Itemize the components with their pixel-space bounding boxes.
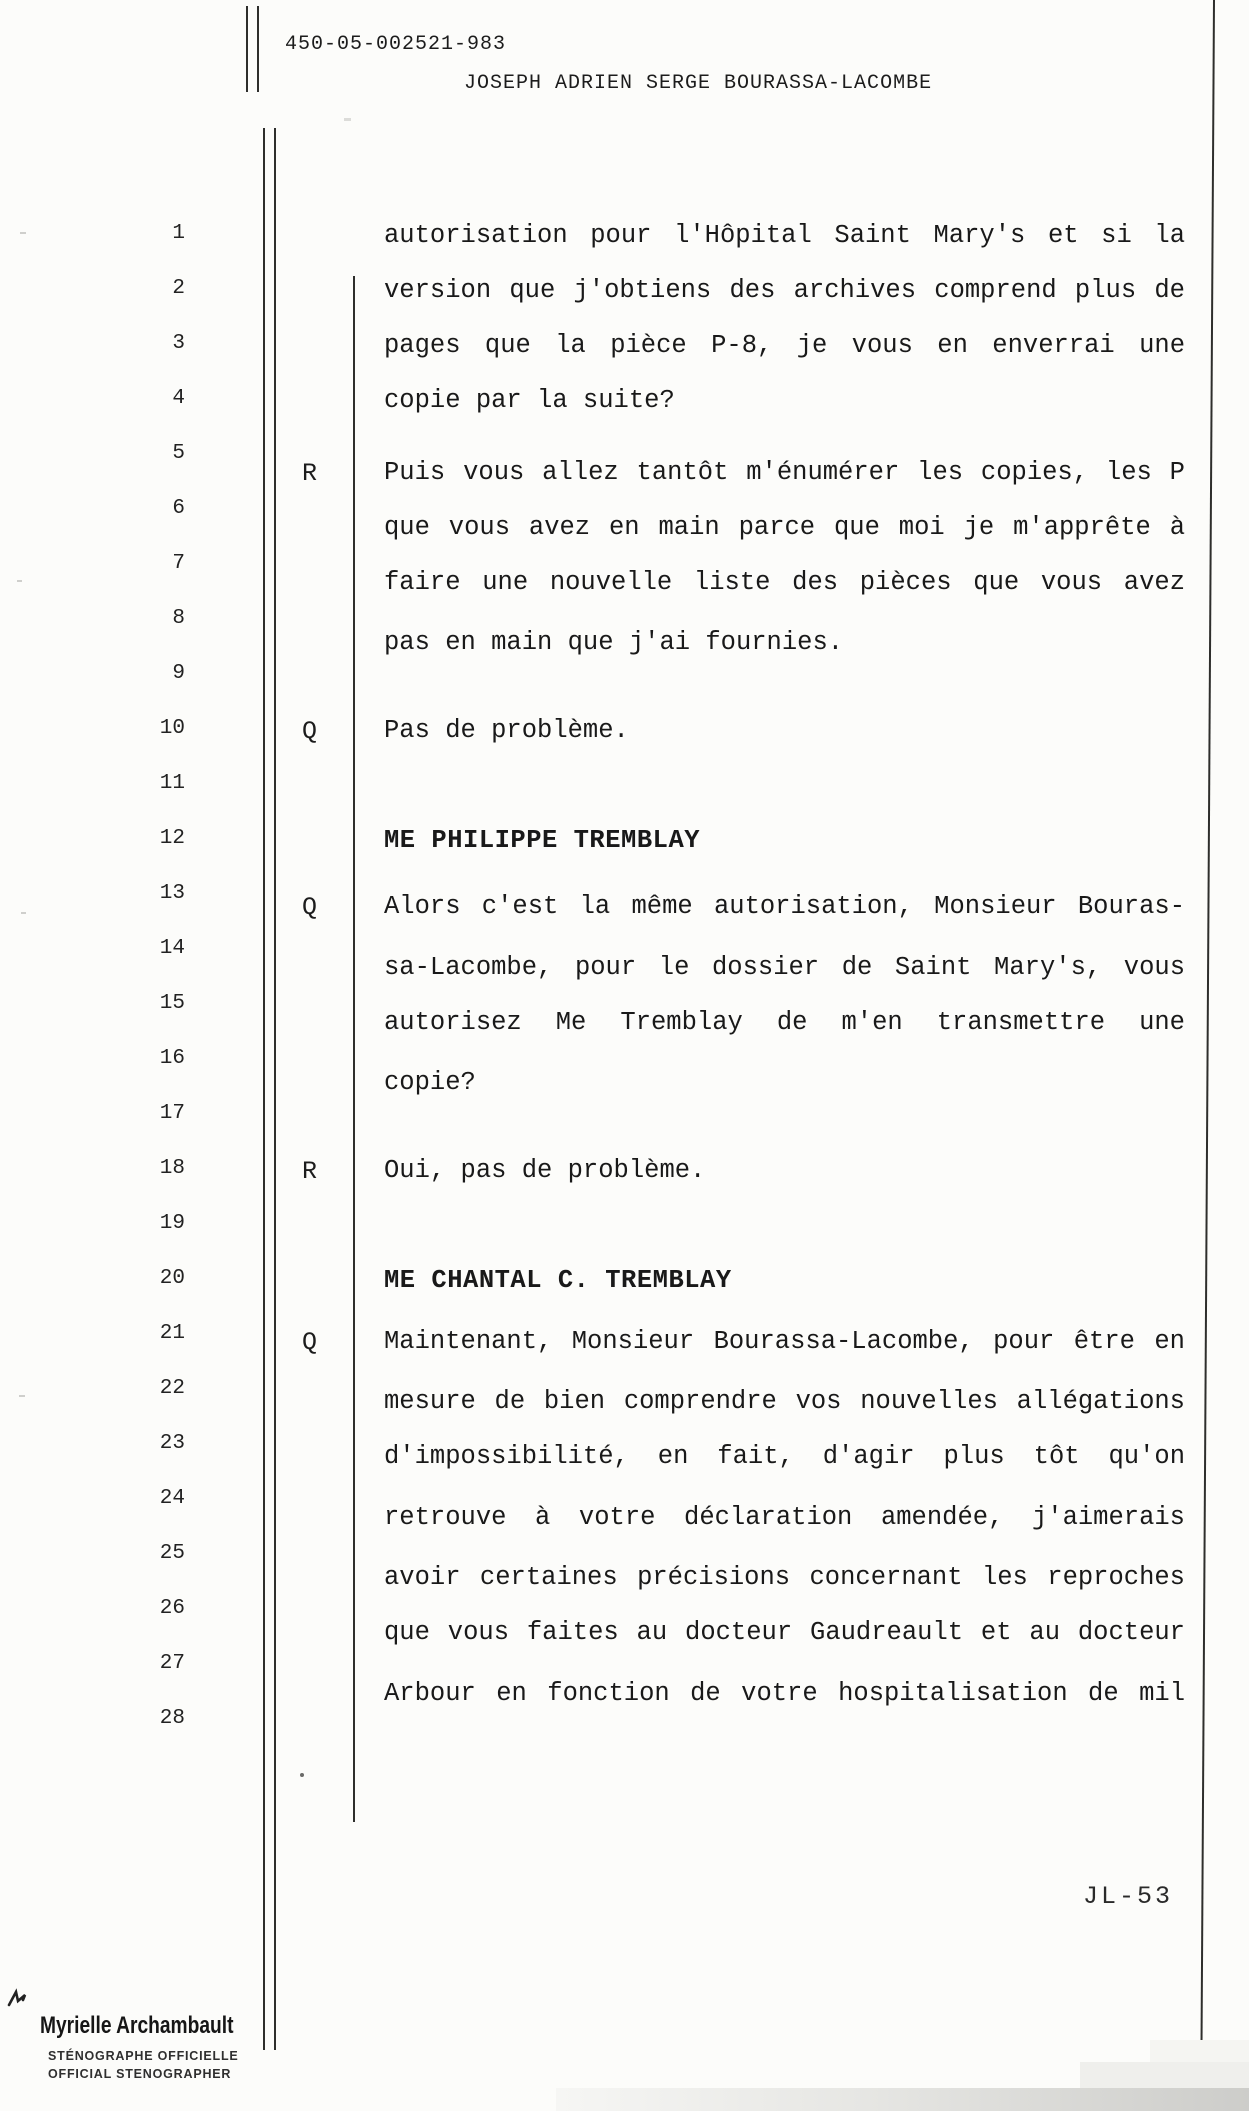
transcript-line: d'impossibilité, en fait, d'agir plus tôt qu'on	[384, 1442, 1185, 1471]
bottom-scan-shadow	[556, 2088, 1249, 2111]
speaker-marker: R	[302, 1157, 318, 1186]
line-number: 16	[159, 1047, 185, 1070]
transcript-line: copie?	[384, 1068, 476, 1097]
line-number: 3	[172, 332, 185, 355]
transcript-line: faire une nouvelle liste des pièces que vous avez	[384, 568, 1185, 597]
line-number: 7	[172, 552, 185, 575]
line-number: 1	[172, 222, 185, 245]
stamp-name: Myrielle Archambault	[40, 2012, 234, 2039]
left-margin-rule-top-1	[246, 6, 248, 92]
speaker-marker: R	[302, 459, 318, 488]
line-number: 19	[159, 1212, 185, 1235]
transcript-line: Maintenant, Monsieur Bourassa-Lacombe, pour être en	[384, 1327, 1185, 1356]
ink-dot-artifact	[300, 1773, 304, 1777]
line-number: 9	[172, 662, 185, 685]
scan-speck	[19, 1395, 25, 1397]
line-number: 17	[159, 1102, 185, 1125]
right-margin-rule	[1200, 0, 1215, 2056]
transcript-line: Alors c'est la même autorisation, Monsieur Bouras-	[384, 892, 1185, 921]
transcript-line: version que j'obtiens des archives comprend plus de	[384, 276, 1185, 305]
scan-speck	[20, 232, 26, 234]
transcript-line: que vous avez en main parce que moi je m'apprête à	[384, 513, 1185, 542]
page-label: JL-53	[1083, 1882, 1174, 1911]
section-heading: ME PHILIPPE TREMBLAY	[384, 826, 701, 855]
transcript-line: Pas de problème.	[384, 716, 629, 745]
stamp-title-fr: STÉNOGRAPHE OFFICIELLE	[48, 2049, 239, 2063]
line-number: 28	[159, 1707, 185, 1730]
line-number: 11	[159, 772, 185, 795]
line-number: 23	[159, 1432, 185, 1455]
transcript-line: sa-Lacombe, pour le dossier de Saint Mary's, vous	[384, 953, 1185, 982]
transcript-line: Arbour en fonction de votre hospitalisation de mil	[384, 1679, 1185, 1708]
left-margin-rule-2	[274, 128, 276, 2050]
line-number: 18	[159, 1157, 185, 1180]
line-number: 25	[159, 1542, 185, 1565]
line-number: 24	[159, 1487, 185, 1510]
line-number: 5	[172, 442, 185, 465]
line-number: 14	[159, 937, 185, 960]
left-margin-rule-1	[263, 128, 265, 2050]
line-number: 22	[159, 1377, 185, 1400]
line-number: 12	[159, 827, 185, 850]
transcript-line: avoir certaines précisions concernant les reproches	[384, 1563, 1185, 1592]
scan-speck	[344, 118, 351, 121]
speaker-marker: Q	[302, 1328, 318, 1357]
bottom-scan-shadow-step	[1080, 2062, 1249, 2088]
transcript-line: Oui, pas de problème.	[384, 1156, 706, 1185]
scan-speck	[17, 580, 22, 582]
line-number: 21	[159, 1322, 185, 1345]
scan-speck	[21, 912, 26, 914]
line-number: 20	[159, 1267, 185, 1290]
transcript-line: retrouve à votre déclaration amendée, j'aimerais	[384, 1503, 1185, 1532]
deponent-name: JOSEPH ADRIEN SERGE BOURASSA-LACOMBE	[464, 72, 933, 95]
transcript-line: Puis vous allez tantôt m'énumérer les copies, les P	[384, 458, 1185, 487]
transcript-line: copie par la suite?	[384, 386, 675, 415]
stamp-title-en: OFFICIAL STENOGRAPHER	[48, 2067, 232, 2081]
line-number: 13	[159, 882, 185, 905]
line-number: 10	[159, 717, 185, 740]
transcript-line: autorisation pour l'Hôpital Saint Mary's et si la	[384, 221, 1185, 250]
left-margin-rule-top-2	[257, 6, 259, 92]
line-number: 2	[172, 277, 185, 300]
speaker-marker: Q	[302, 717, 318, 746]
transcript-line: autorisez Me Tremblay de m'en transmettre une	[384, 1008, 1185, 1037]
line-number: 27	[159, 1652, 185, 1675]
line-number: 8	[172, 607, 185, 630]
text-column-rule	[353, 276, 355, 1822]
pen-scribble-mark	[6, 1988, 34, 2017]
transcript-line: que vous faites au docteur Gaudreault et au docteur	[384, 1618, 1185, 1647]
bottom-scan-shadow-step	[1150, 2040, 1249, 2062]
line-number: 15	[159, 992, 185, 1015]
transcript-line: pages que la pièce P-8, je vous en enverrai une	[384, 331, 1185, 360]
transcript-line: pas en main que j'ai fournies.	[384, 628, 844, 657]
transcript-line: mesure de bien comprendre vos nouvelles allégations	[384, 1387, 1185, 1416]
speaker-marker: Q	[302, 893, 318, 922]
section-heading: ME CHANTAL C. TREMBLAY	[384, 1266, 732, 1295]
line-number: 26	[159, 1597, 185, 1620]
line-number: 6	[172, 497, 185, 520]
stenographer-stamp	[40, 2012, 282, 2081]
line-number: 4	[172, 387, 185, 410]
case-number: 450-05-002521-983	[285, 33, 507, 56]
